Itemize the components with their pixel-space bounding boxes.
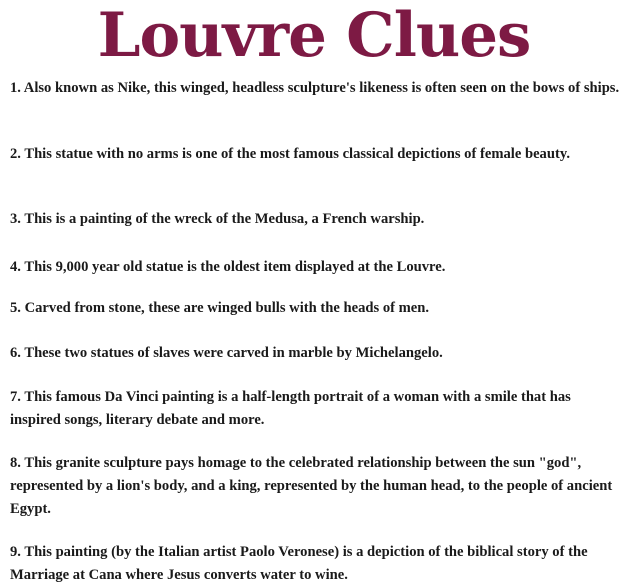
clue-3: 3. This is a painting of the wreck of the Medusa, a French warship. <box>10 211 425 227</box>
page-title: Louvre Clues <box>97 0 531 71</box>
clue-8: 8. This granite sculpture pays homage to the celebrated relationship between the sun "god", represented by a lion's body, and a king, represented by the human head, to the people of ancient Egypt. <box>10 455 613 517</box>
clue-4: 4. This 9,000 year old statue is the oldest item displayed at the Louvre. <box>10 259 446 275</box>
clue-5: 5. Carved from stone, these are winged bulls with the heads of men. <box>10 300 430 316</box>
clue-1: 1. Also known as Nike, this winged, headless sculpture's likeness is often seen on the bows of ships. <box>10 80 620 96</box>
clue-9: 9. This painting (by the Italian artist Paolo Veronese) is a depiction of the biblical story of the Marriage at Cana where Jesus converts water to wine. <box>10 544 588 583</box>
clue-2: 2. This statue with no arms is one of the most famous classical depictions of female beauty. <box>10 146 570 162</box>
clue-7: 7. This famous Da Vinci painting is a half-length portrait of a woman with a smile that has inspired songs, literary debate and more. <box>10 389 571 428</box>
clue-6: 6. These two statues of slaves were carved in marble by Michelangelo. <box>10 345 443 361</box>
